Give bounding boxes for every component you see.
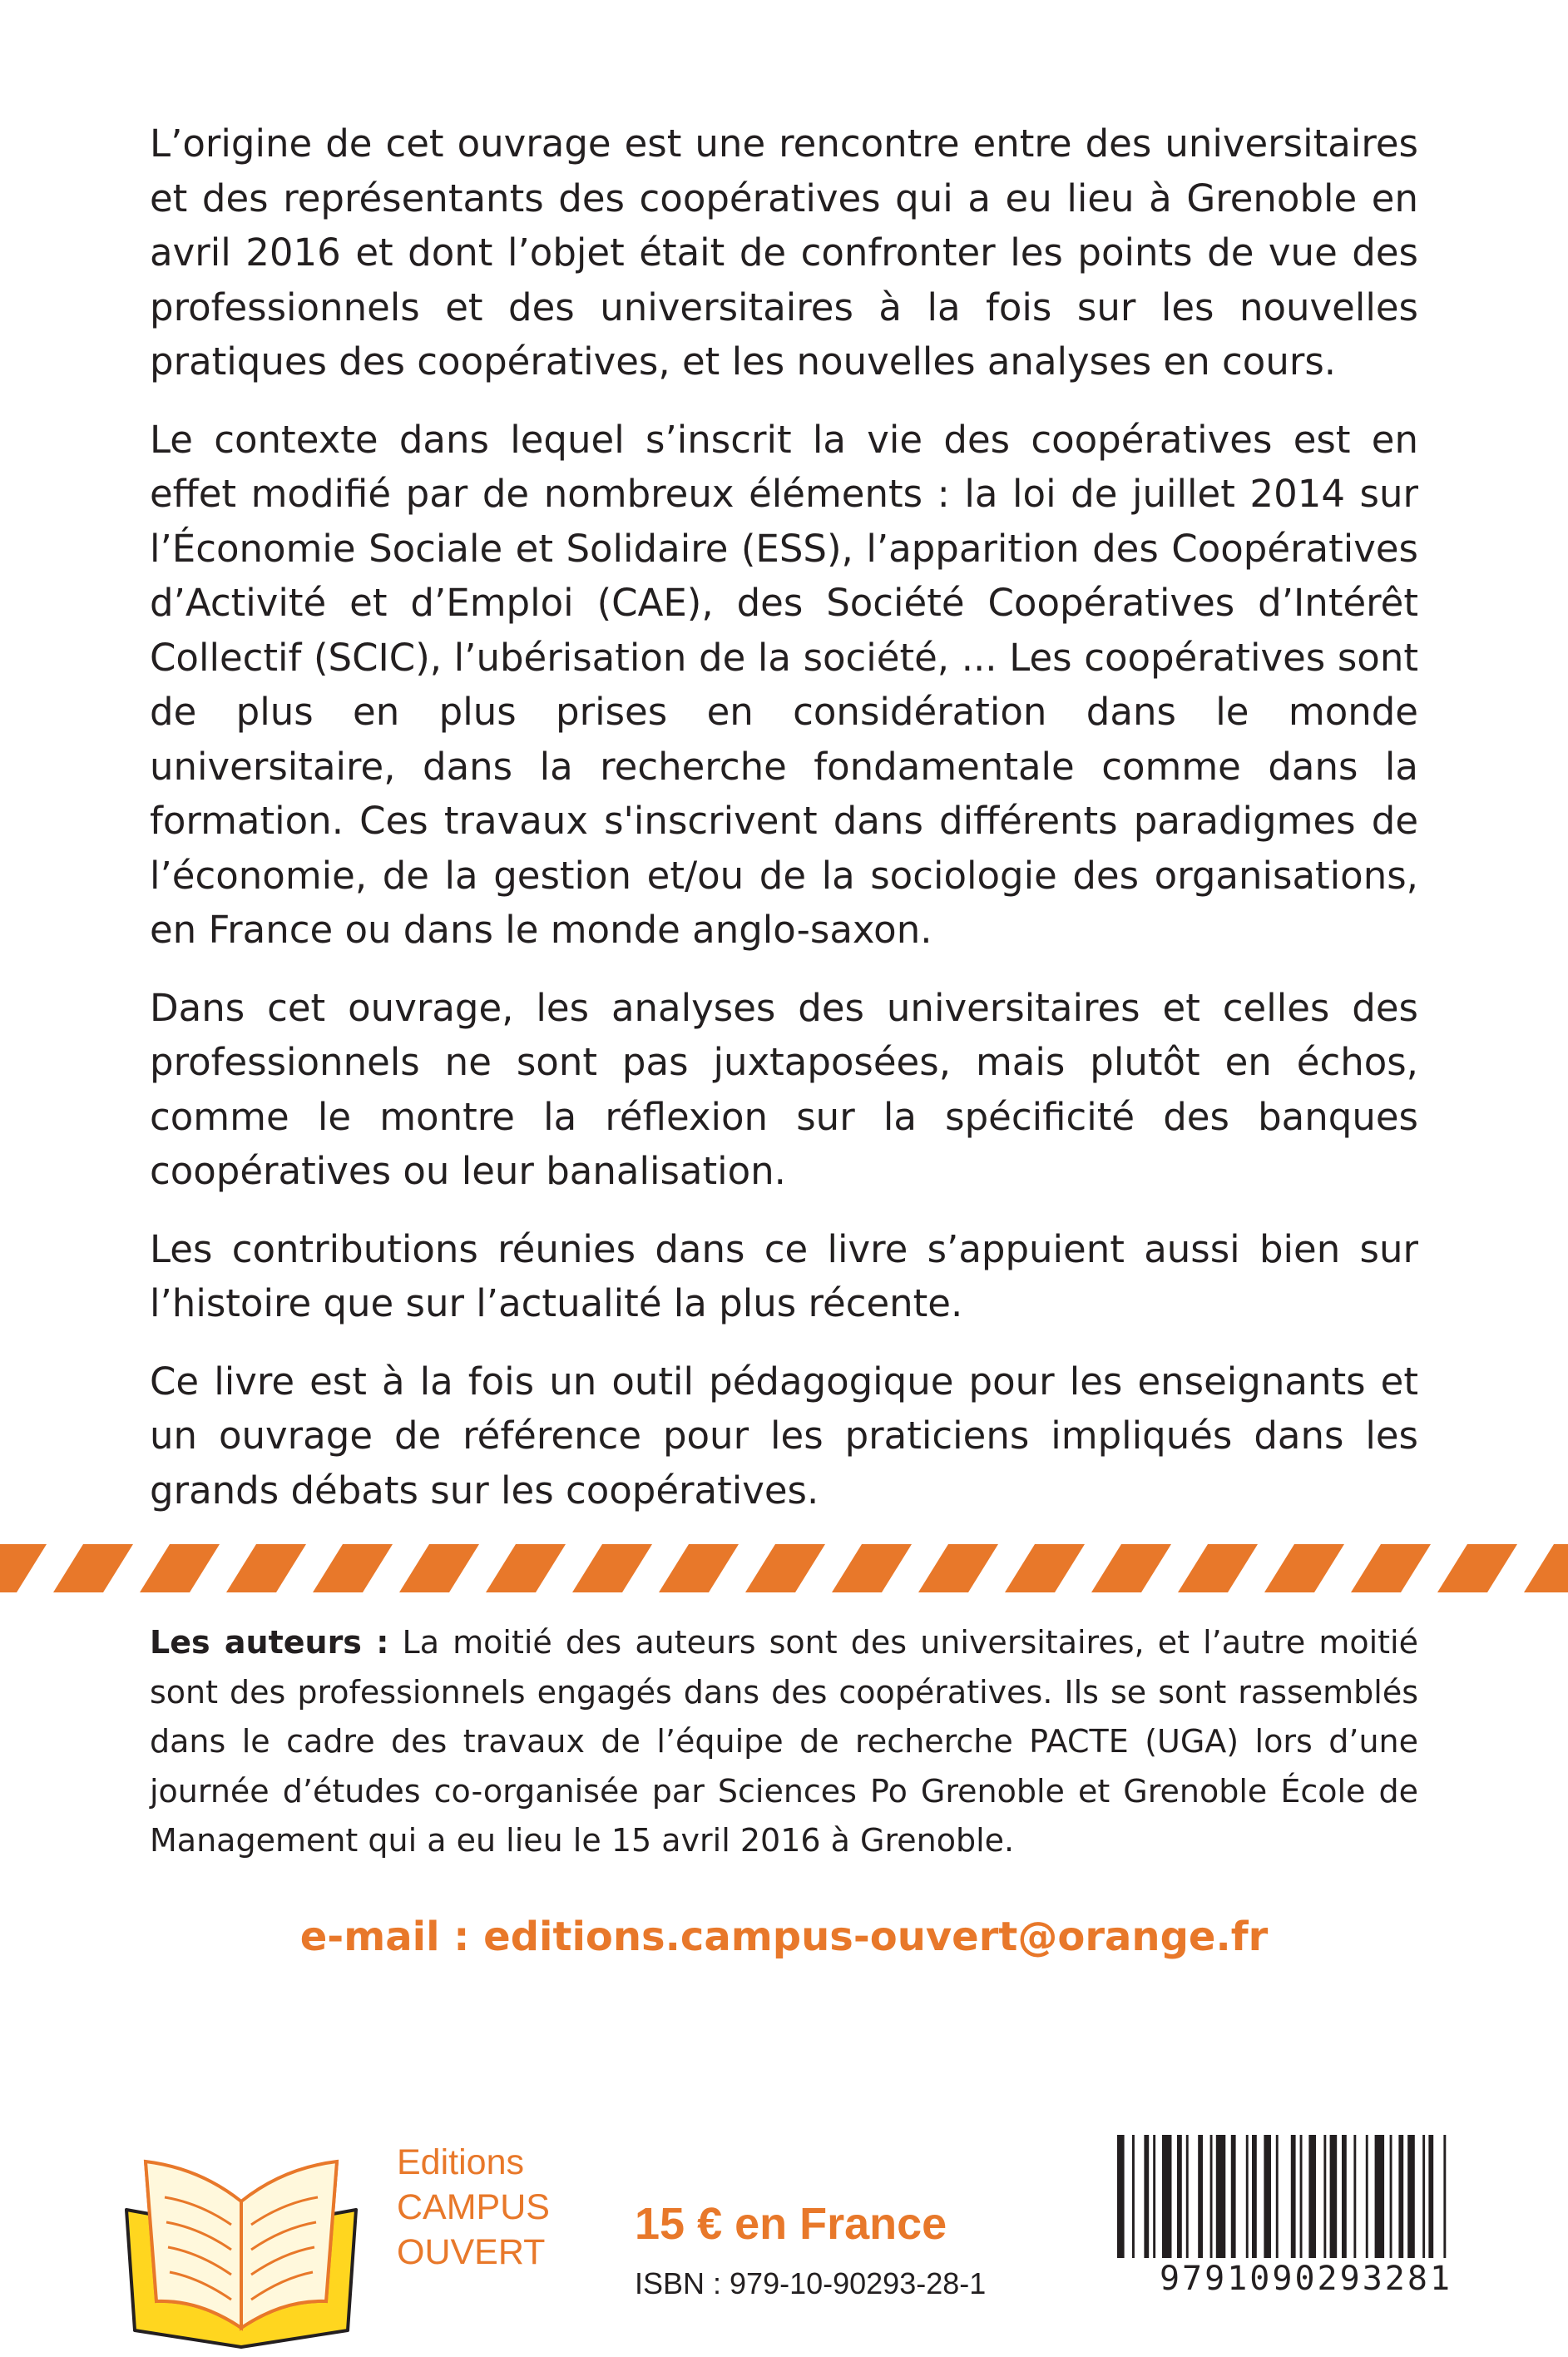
barcode-bar [1353, 2135, 1356, 2258]
barcode-bar [1398, 2135, 1403, 2258]
barcode-number: 9791090293281 [1159, 2260, 1453, 2298]
summary-paragraph-2: Le contexte dans lequel s’inscrit la vie des coopératives est en effet modifié par de nombreux éléments : la loi de juillet 2014 sur l’Économie Sociale et Solidaire (ESS), l’apparition des Coopératives d’Activité et d’Emploi (CAE), des Société Coopératives d’Intérêt Collectif (SCIC), l’ubérisation de la société, ... Les coopératives sont de plus en plus prises en considération dans le monde universitaire, dans la recherche fondamentale comme dans la formation. Ces travaux s'inscrivent dans différents paradigmes de l’économie, de la gestion et/ou de la sociologie des organisations, en France ou dans le monde anglo-saxon. [150, 417, 1418, 952]
barcode-bar [1144, 2135, 1149, 2258]
publisher-line-3: OUVERT [397, 2232, 546, 2272]
summary-paragraph-5: Ce livre est à la fois un outil pédagogique pour les enseignants et un ouvrage de référence pour les praticiens impliqués dans les grands débats sur les coopératives. [150, 1359, 1418, 1513]
barcode-bar [1186, 2135, 1189, 2258]
barcode-bar [1210, 2135, 1213, 2258]
summary-paragraph-1: L’origine de cet ouvrage est une rencontre entre des universitaires et des représentants des coopératives qui a eu lieu à Grenoble en avril 2016 et dont l’objet était de confronter les points de vue des professionnels et des universitaires à la fois sur les nouvelles pratiques des coopératives, et les nouvelles analyses en cours. [150, 121, 1418, 384]
barcode-bar [1177, 2135, 1182, 2258]
hazard-stripe [1091, 1544, 1171, 1592]
authors-text: La moitié des auteurs sont des universitaires, et l’autre moitié sont des professionnels engagés dans des coopératives. Ils se sont rassemblés dans le cadre des travaux de l’équipe de recherche PACTE (UGA) lors d’une journée d’études co-organisée par Sciences Po Grenoble et Grenoble École de Management qui a eu lieu le 15 avril 2016 à Grenoble. [150, 1624, 1418, 1859]
back-cover-summary [150, 116, 1418, 1541]
barcode-bar [1246, 2135, 1249, 2258]
barcode-bar [1330, 2135, 1338, 2258]
barcode-bar [1300, 2135, 1303, 2258]
barcode-bar [1366, 2135, 1368, 2258]
barcode-bar [1153, 2135, 1155, 2258]
hazard-stripe [399, 1544, 479, 1592]
barcode-bar [1375, 2135, 1385, 2258]
hazard-stripe [226, 1544, 306, 1592]
hazard-stripe [572, 1544, 652, 1592]
hazard-stripe [659, 1544, 739, 1592]
publisher-name [397, 2140, 596, 2275]
barcode-bar [1252, 2135, 1257, 2258]
barcode-bar [1342, 2135, 1347, 2258]
barcode-bar [1323, 2135, 1326, 2258]
barcode-bar [1132, 2135, 1135, 2258]
hazard-stripe [0, 1544, 47, 1592]
barcode-bar [1264, 2135, 1271, 2258]
hazard-stripe [918, 1544, 998, 1592]
barcode-bar [1162, 2135, 1172, 2258]
barcode-bar [1231, 2135, 1236, 2258]
hazard-stripe [53, 1544, 133, 1592]
contact-email[interactable]: e-mail : editions.campus-ouvert@orange.fr [299, 1914, 1269, 1960]
barcode-bar [1407, 2135, 1415, 2258]
barcode-bar [1390, 2135, 1392, 2258]
barcode-bar [1198, 2135, 1203, 2258]
barcode-bar [1276, 2135, 1279, 2258]
summary-paragraph-3: Dans cet ouvrage, les analyses des universitaires et celles des professionnels ne sont pas juxtaposées, mais plutôt en échos, comme le montre la réflexion sur la spécificité des banques coopératives ou leur banalisation. [150, 985, 1418, 1193]
hazard-stripe [1005, 1544, 1085, 1592]
hazard-stripe [745, 1544, 825, 1592]
barcode-bar [1422, 2135, 1425, 2258]
barcode-bar [1443, 2135, 1446, 2258]
hazard-stripe [486, 1544, 566, 1592]
publisher-line-1: Editions [397, 2142, 524, 2182]
price-label: 15 € en France [635, 2199, 947, 2249]
hazard-stripe [1437, 1544, 1517, 1592]
hazard-stripe [1264, 1544, 1344, 1592]
hazard-stripe [1178, 1544, 1258, 1592]
barcode-bar [1216, 2135, 1226, 2258]
publisher-line-2: CAMPUS [397, 2187, 550, 2227]
hazard-stripe [313, 1544, 393, 1592]
barcode-bar [1117, 2135, 1125, 2258]
hazard-stripe [1524, 1544, 1568, 1592]
authors-label: Les auteurs : [150, 1624, 389, 1661]
hazard-stripe [140, 1544, 220, 1592]
barcode-bar [1428, 2135, 1433, 2258]
barcode-bar [1291, 2135, 1296, 2258]
open-book-icon [116, 2152, 366, 2351]
barcode-bar [1308, 2135, 1316, 2258]
authors-section [150, 1618, 1418, 1866]
summary-paragraph-4: Les contributions réunies dans ce livre s’appuient aussi bien sur l’histoire que sur l’actualité la plus récente. [150, 1226, 1418, 1325]
hazard-stripe [1351, 1544, 1431, 1592]
hazard-stripe [832, 1544, 912, 1592]
hazard-stripe-divider [0, 1544, 1568, 1592]
isbn-label: ISBN : 979-10-90293-28-1 [635, 2266, 987, 2300]
